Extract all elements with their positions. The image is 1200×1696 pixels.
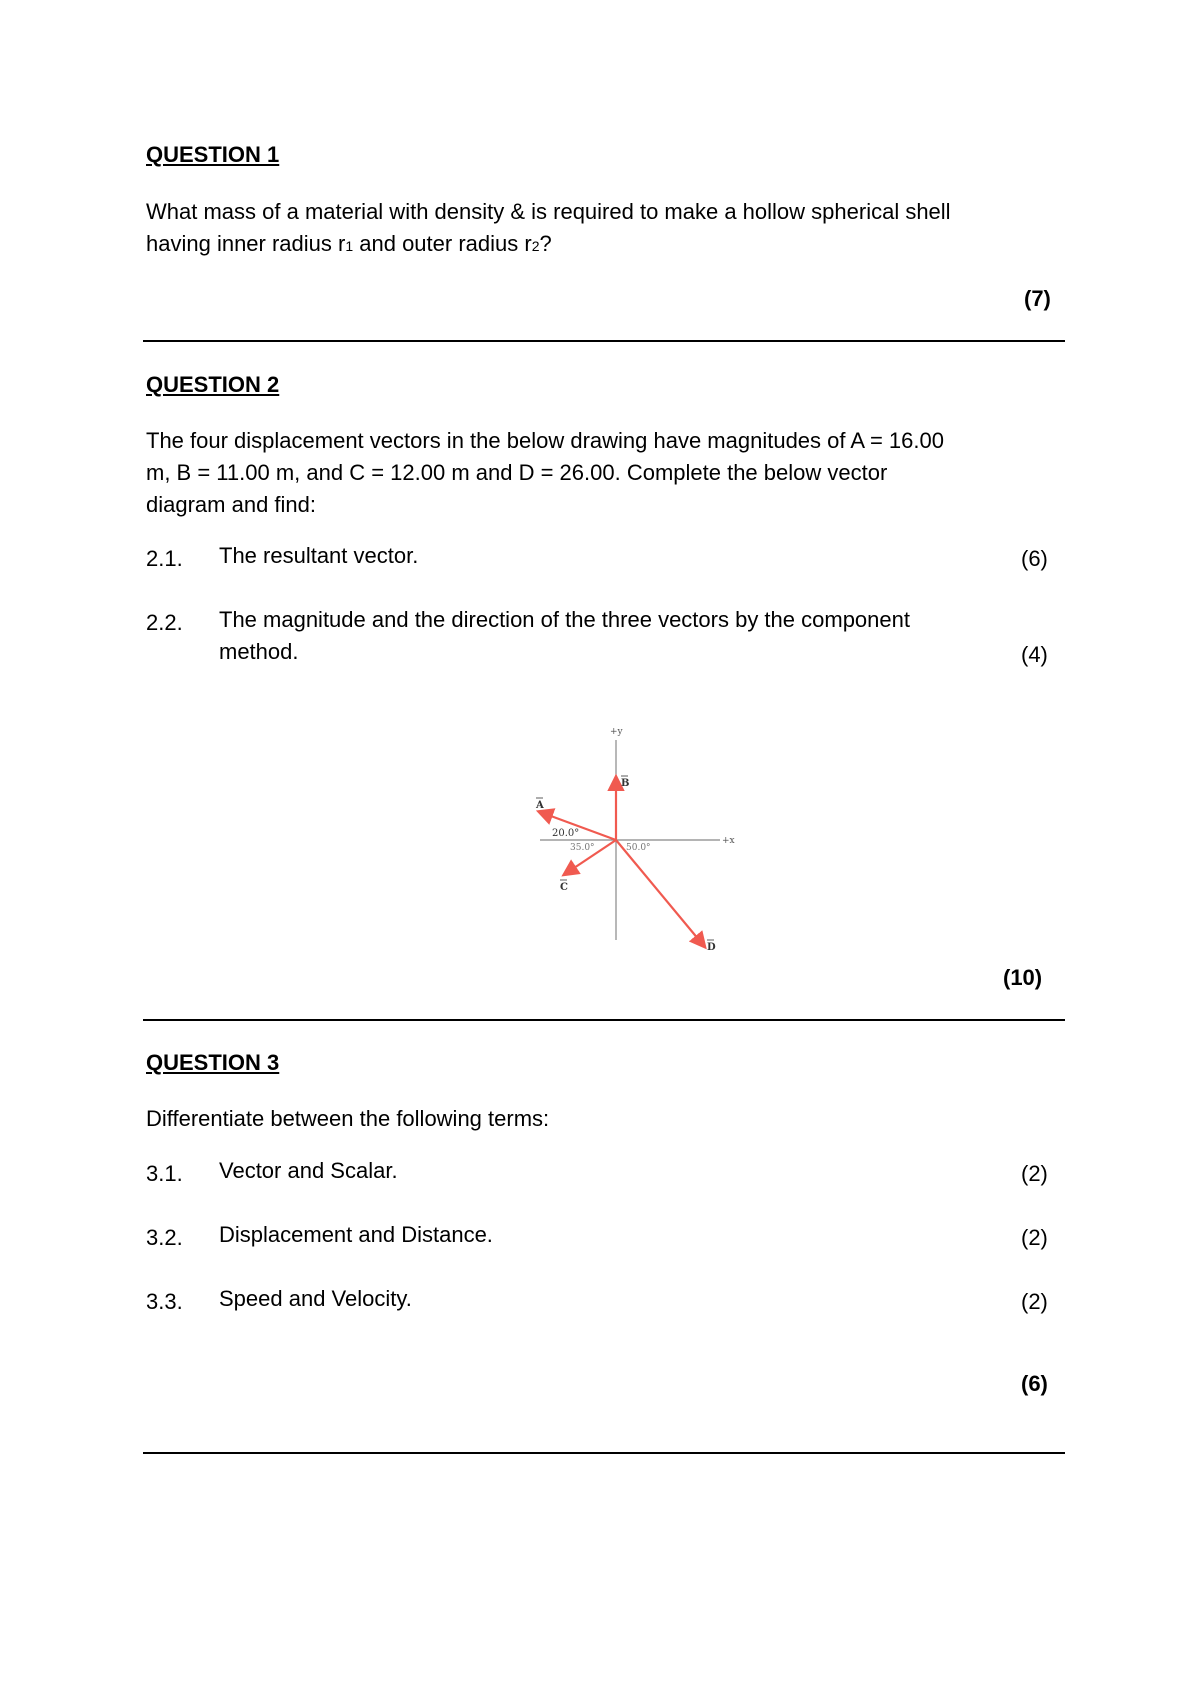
question-3-total-marks: (6)	[1021, 1371, 1048, 1396]
question-3-intro: Differentiate between the following terms:	[146, 1106, 550, 1131]
item-2-2-line-1: The magnitude and the direction of the three vectors by the component	[219, 607, 910, 632]
item-3-1-text: Vector and Scalar.	[219, 1158, 398, 1183]
angle-label-50: 50.0°	[626, 843, 651, 853]
question-2-total-marks: (10)	[1003, 965, 1043, 990]
item-3-2-number: 3.2.	[146, 1225, 183, 1250]
vector-diagram	[520, 720, 750, 960]
item-2-1-marks: (6)	[1021, 546, 1048, 571]
item-3-2-text: Displacement and Distance.	[219, 1222, 493, 1247]
question-3-heading: QUESTION 3	[146, 1050, 280, 1075]
q1-sub-2: 2	[531, 238, 540, 254]
question-2-heading: QUESTION 2	[146, 372, 280, 397]
vector-d	[616, 840, 704, 946]
question-1-heading: QUESTION 1	[146, 142, 280, 167]
question-2-paragraph	[146, 425, 1066, 521]
question-2-line-1: The four displacement vectors in the below drawing have magnitudes of A = 16.00	[146, 428, 944, 453]
q1-line2-part-c: ?	[539, 231, 552, 256]
vector-label-c: C	[560, 882, 568, 893]
item-3-3-text: Speed and Velocity.	[219, 1286, 412, 1311]
separator-rule-2	[143, 1019, 1065, 1021]
angle-label-20: 20.0°	[552, 828, 580, 839]
item-2-2-number: 2.2.	[146, 610, 183, 635]
q1-sub-1: 1	[345, 238, 354, 254]
question-1-line-2	[146, 228, 1066, 262]
x-axis-label: +x	[722, 836, 735, 846]
item-2-2-text	[219, 604, 910, 668]
q1-line2-part-b: and outer radius r	[353, 231, 532, 256]
item-2-1-text: The resultant vector.	[219, 543, 419, 568]
question-1-line-1: What mass of a material with density & is required to make a hollow spherical shell	[146, 199, 951, 224]
item-2-1-number: 2.1.	[146, 546, 183, 571]
question-2-line-2: m, B = 11.00 m, and C = 12.00 m and D = 26.00. Complete the below vector	[146, 460, 888, 485]
item-3-3-marks: (2)	[1021, 1289, 1048, 1314]
vector-label-a: A	[536, 800, 544, 811]
y-axis-label: +y	[610, 727, 623, 737]
item-3-1-marks: (2)	[1021, 1161, 1048, 1186]
q1-line2-part-a: having inner radius r	[146, 231, 346, 256]
item-3-3-number: 3.3.	[146, 1289, 183, 1314]
item-2-2-line-2: method.	[219, 639, 299, 664]
item-3-1-number: 3.1.	[146, 1161, 183, 1186]
vector-label-d: D	[707, 942, 716, 953]
item-3-2-marks: (2)	[1021, 1225, 1048, 1250]
separator-rule-1	[143, 340, 1065, 342]
separator-rule-3	[143, 1452, 1065, 1454]
item-2-2-marks: (4)	[1021, 642, 1048, 667]
question-2-line-3: diagram and find:	[146, 492, 316, 517]
question-1-marks: (7)	[1024, 286, 1051, 311]
vector-label-b: B	[621, 778, 630, 789]
question-1-text	[146, 196, 1066, 262]
angle-label-35: 35.0°	[570, 843, 595, 853]
